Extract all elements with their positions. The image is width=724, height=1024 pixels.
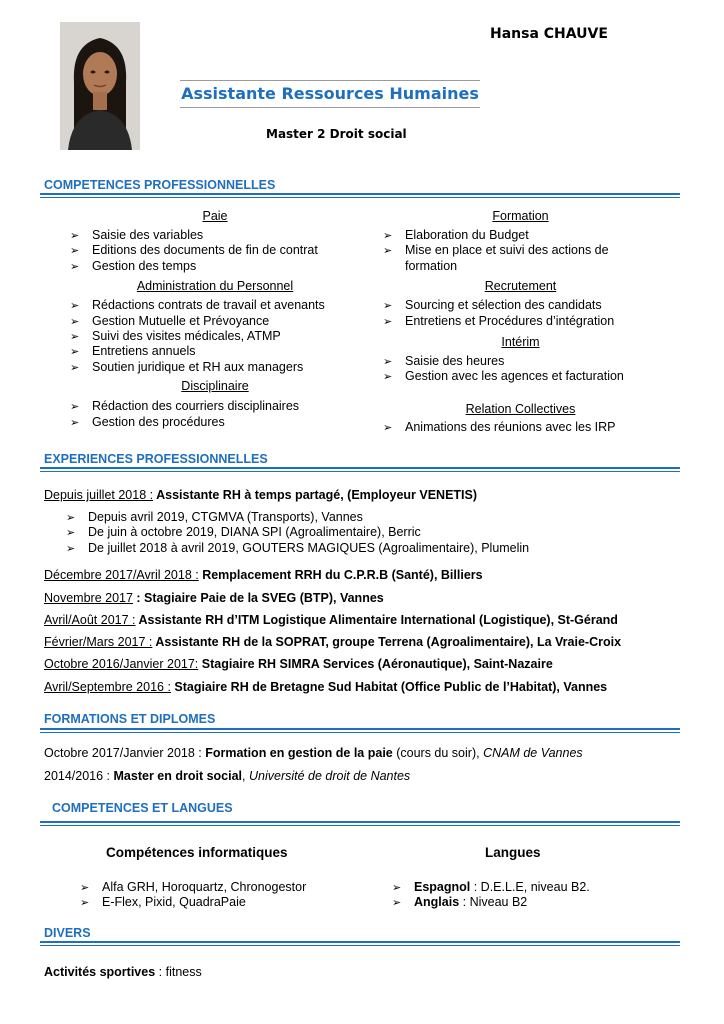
list-item: ➢ Suivi des visites médicales, ATMP: [70, 329, 360, 344]
subsection-title: Relation Collectives: [465, 401, 576, 416]
it-skills-title: Compétences informatiques: [106, 845, 288, 860]
title-rule-bottom: [180, 107, 480, 108]
it-skills-list: [80, 880, 306, 911]
language-level: : D.E.L.E, niveau B2.: [470, 880, 590, 894]
experience-entry: [44, 680, 607, 694]
subsection-title: Paie: [202, 209, 228, 223]
list-item: ➢ Editions des documents de fin de contrat: [70, 243, 360, 258]
list-item: ➢ E-Flex, Pixid, QuadraPaie: [80, 895, 306, 910]
language-name: Anglais: [414, 895, 460, 910]
section-title-experiences: EXPERIENCES PROFESSIONNELLES: [44, 452, 268, 466]
section-title-langues: COMPETENCES ET LANGUES: [52, 801, 233, 815]
degree: Master 2 Droit social: [266, 127, 407, 141]
language-name: Espagnol: [414, 880, 471, 894]
subsection-title: Disciplinaire: [181, 379, 249, 394]
formation-school: CNAM de Vannes: [483, 746, 583, 760]
section-rule: [40, 821, 680, 826]
list-item: [392, 880, 590, 895]
experience-entry: [44, 613, 618, 627]
formation-title: Formation en gestion de la paie: [205, 746, 393, 760]
list-item: ➢ Elaboration du Budget: [383, 228, 658, 243]
experience-date: Depuis juillet 2018 :: [44, 488, 154, 502]
list-item: ➢ Alfa GRH, Horoquartz, Chronogestor: [80, 880, 306, 895]
experience-role: Stagiaire RH de Bretagne Sud Habitat (Office Public de l’Habitat), Vannes: [170, 680, 608, 694]
list-item: ➢ Entretiens annuels: [70, 344, 360, 359]
list-item: ➢ Depuis avril 2019, CTGMVA (Transports), Vannes: [66, 510, 529, 525]
divers-value: : fitness: [155, 965, 202, 979]
section-rule: [40, 941, 680, 946]
list-item: ➢ Saisie des heures: [383, 354, 658, 369]
experience-date: Décembre 2017/Avril 2018 :: [44, 568, 199, 582]
experience-role: Assistante RH de la SOPRAT, groupe Terrena (Agroalimentaire), La Vraie-Croix: [152, 635, 622, 649]
experience-sub-list: [66, 510, 529, 556]
list-item: ➢ Saisie des variables: [70, 228, 360, 243]
experience-date: Novembre 2017: [44, 591, 133, 605]
experience-entry: [44, 488, 477, 502]
bullet-list: [383, 298, 658, 329]
subsection-title: Recrutement: [484, 279, 557, 294]
competences-right-column: [383, 209, 658, 435]
list-item: ➢ Sourcing et sélection des candidats: [383, 298, 658, 313]
experience-entry: [44, 568, 483, 582]
subsection-title: Administration du Personnel: [136, 279, 294, 294]
bullet-list: [383, 354, 658, 385]
section-title-formations: FORMATIONS ET DIPLOMES: [44, 712, 216, 726]
profile-photo: [60, 22, 140, 150]
formation-title: Master en droit social: [113, 769, 243, 783]
experience-entry: [44, 635, 621, 649]
experience-entry: [44, 591, 384, 605]
subsection-title: Intérim: [501, 335, 540, 350]
formation-date: 2014/2016 :: [44, 769, 114, 783]
competences-left-column: [70, 209, 360, 430]
experience-entry: [44, 657, 553, 671]
bullet-list: [70, 298, 360, 375]
section-rule: [40, 728, 680, 733]
languages-title: Langues: [485, 845, 541, 860]
section-title-competences: COMPETENCES PROFESSIONNELLES: [44, 178, 276, 192]
section-rule: [40, 467, 680, 472]
experience-date: Avril/Août 2017 :: [44, 613, 136, 627]
experience-date: Février/Mars 2017 :: [44, 635, 153, 649]
job-title: Assistante Ressources Humaines: [181, 84, 479, 103]
title-rule-top: [180, 80, 480, 81]
list-item: ➢ Rédactions contrats de travail et avenants: [70, 298, 360, 313]
languages-list: [392, 880, 590, 911]
list-item: ➢ Animations des réunions avec les IRP: [383, 420, 658, 435]
list-item: ➢ De juin à octobre 2019, DIANA SPI (Agroalimentaire), Berric: [66, 525, 529, 540]
divers-entry: [44, 965, 202, 979]
section-title-divers: DIVERS: [44, 926, 91, 940]
list-item: ➢ De juillet 2018 à avril 2019, GOUTERS MAGIQUES (Agroalimentaire), Plumelin: [66, 541, 529, 556]
list-item: ➢ Soutien juridique et RH aux managers: [70, 360, 360, 375]
experience-role: Remplacement RRH du C.P.R.B (Santé), Billiers: [198, 568, 483, 582]
list-item: ➢ Gestion des temps: [70, 259, 360, 274]
language-level: : Niveau B2: [459, 895, 528, 910]
list-item: ➢ Mise en place et suivi des actions de formation: [383, 243, 658, 274]
section-rule: [40, 193, 680, 198]
formation-entry: [44, 769, 410, 783]
bullet-list: [70, 399, 360, 430]
subsection-title: Formation: [492, 209, 549, 223]
experience-role: Assistante RH à temps partagé, (Employeur VENETIS): [153, 488, 478, 502]
candidate-name: Hansa CHAUVE: [490, 26, 608, 42]
formation-detail: (cours du soir),: [392, 746, 484, 760]
experience-date: Octobre 2016/Janvier 2017:: [44, 657, 199, 671]
bullet-list: [383, 228, 658, 274]
formation-detail: ,: [242, 769, 249, 783]
list-item: ➢ Gestion avec les agences et facturation: [383, 369, 658, 384]
experience-role: Stagiaire RH SIMRA Services (Aéronautique), Saint-Nazaire: [198, 657, 553, 671]
experience-role: Assistante RH d’ITM Logistique Alimentaire International (Logistique), St-Gérand: [135, 613, 618, 627]
formation-date: Octobre 2017/Janvier 2018 :: [44, 746, 206, 760]
list-item: ➢ Gestion des procédures: [70, 415, 360, 430]
list-item: ➢ Gestion Mutuelle et Prévoyance: [70, 314, 360, 329]
experience-date: Avril/Septembre 2016 :: [44, 680, 171, 694]
bullet-list: [383, 420, 658, 435]
list-item: ➢ Rédaction des courriers disciplinaires: [70, 399, 360, 414]
formation-entry: [44, 746, 583, 760]
list-item: [392, 895, 590, 910]
divers-label: Activités sportives: [44, 965, 156, 979]
formation-school: Université de droit de Nantes: [248, 769, 411, 783]
list-item: ➢ Entretiens et Procédures d’intégration: [383, 314, 658, 329]
experience-role: : Stagiaire Paie de la SVEG (BTP), Vannes: [132, 591, 384, 605]
bullet-list: [70, 228, 360, 274]
